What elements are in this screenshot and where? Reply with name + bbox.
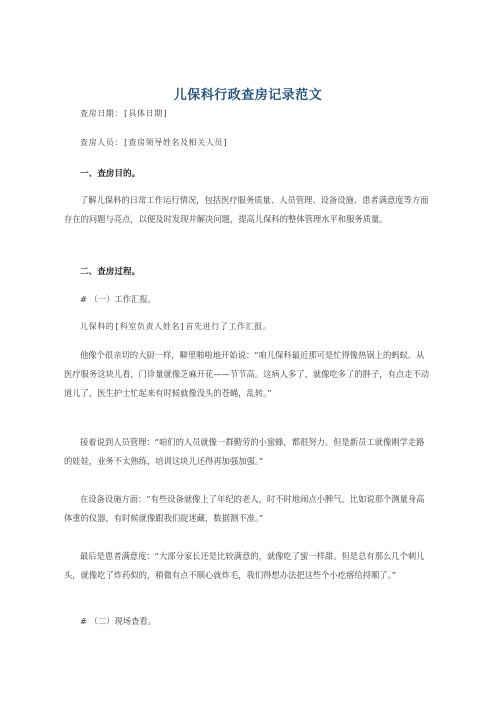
- section-1-paragraph: 了解儿保科的日常工作运行情况，包括医疗服务质量、人员管理、设备设施、患者满意度等方面存在的问题与亮点，以便及时发现并解决问题，提高儿保科的整体管理水平和服务质量。: [64, 195, 429, 224]
- section-2-heading: 二、查房过程。: [80, 267, 141, 277]
- subsection-1-heading: # （一）工作汇报。: [80, 294, 156, 304]
- subsection-2-heading: # （二）现场查看。: [80, 616, 156, 626]
- report-patient-satisfaction: 最后是患者满意度：“大部分家长还是比较满意的，就像吃了蜜一样甜。但是总有那么几个刺儿头，就像吃了炸药似的，稍微有点不顺心就炸毛，我们得想办法把这些个小疙瘩给捋顺了。”: [64, 551, 425, 580]
- document-title: 儿保科行政查房记录范文: [173, 88, 323, 103]
- inspection-date: 查房日期：[具体日期]: [80, 109, 169, 118]
- section-1-heading: 一、查房目的。: [80, 169, 141, 179]
- report-intro: 儿保科的[科室负责人姓名]首先进行了工作汇报。: [80, 322, 272, 331]
- report-medical-service: 他像个很亲切的大厨一样，噼里啪啦地开始说：“咱儿保科最近那可是忙得像热锅上的蚂蚁。从医疗服务这块儿看，门诊量就像芝麻开花——节节高。这病人多了，就像吃多了的胖子，有点走不动道儿了，医生护士忙起来有时候就像没头的苍蝇，乱转。”: [64, 350, 430, 398]
- report-staff-management: 接着说到人员管理：“咱们的人员就像一群勤劳的小蜜蜂，都很努力。但是新员工就像刚学走路的娃娃，业务不太熟练，培训这块儿还得再加强加强。”: [64, 437, 425, 466]
- report-equipment: 在设备设施方面：“有些设备就像上了年纪的老人，时不时地闹点小脾气。比如说那个测量身高体重的仪器，有时候就像跟我们捉迷藏，数据测不准。”: [64, 494, 425, 523]
- inspection-personnel: 查房人员：[查房领导姓名及相关人员]: [80, 138, 229, 147]
